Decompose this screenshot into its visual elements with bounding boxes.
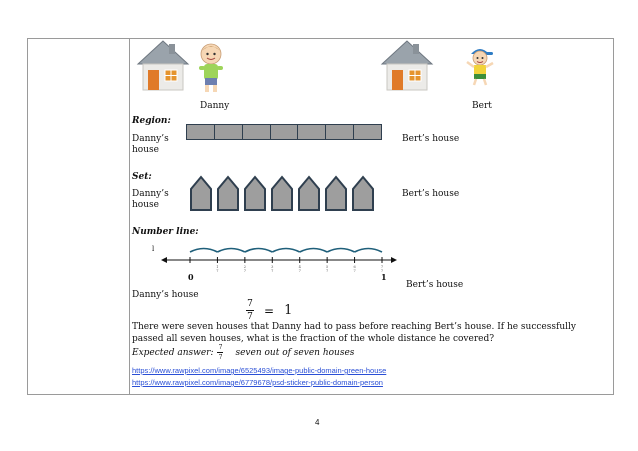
region-cell — [298, 125, 326, 139]
number-line-fraction-numerator: 7 — [380, 265, 384, 269]
number-line-danny-house-label: Danny’s house — [132, 290, 199, 300]
region-heading: Region: — [132, 116, 171, 126]
number-line-fraction-label — [299, 265, 302, 273]
region-cell — [215, 125, 243, 139]
equation-numerator: 7 — [247, 299, 253, 309]
page-number: 4 — [315, 418, 320, 427]
set-danny-house-label: Danny’s house — [132, 189, 169, 210]
number-line-fraction-denominator: 7 — [271, 269, 274, 273]
question-line-1: There were seven houses that Danny had to pass before reaching Bert’s house. If he successfully — [132, 322, 576, 332]
number-line-fraction-label — [326, 265, 328, 273]
equation-equals: = — [264, 303, 275, 318]
number-line-fraction-numerator: 1 — [216, 265, 219, 269]
number-line-fraction-numerator: 4 — [298, 265, 301, 269]
expected-answer — [132, 344, 354, 361]
danny-figure-icon — [196, 42, 226, 94]
number-line-fraction-denominator: 7 — [243, 269, 246, 273]
fraction-bar — [246, 310, 254, 311]
region-danny-house-label: Danny’s house — [132, 134, 169, 155]
set-houses — [186, 174, 382, 212]
region-bar — [186, 124, 382, 140]
house-icon-right — [380, 38, 434, 94]
number-line-hop-arc — [190, 249, 217, 253]
equation-denominator: 7 — [247, 312, 253, 322]
number-line-fraction-label — [244, 265, 246, 273]
number-line — [160, 244, 400, 274]
number-line-hop-arc — [272, 249, 299, 253]
set-house-shape — [191, 177, 211, 210]
equation-result: 1 — [284, 303, 293, 318]
set-house-shape — [299, 177, 319, 210]
number-line-fraction-numerator: 3 — [271, 265, 274, 269]
number-line-fraction-label — [353, 265, 355, 273]
expected-answer-text: seven out of seven houses — [235, 347, 355, 358]
number-line-fraction-denominator: 7 — [216, 269, 219, 273]
set-bert-house-label: Bert’s house — [402, 189, 460, 199]
number-line-fraction-numerator: 2 — [243, 265, 246, 269]
equation-fraction — [246, 299, 254, 322]
number-line-fraction-numerator: 6 — [353, 265, 356, 269]
expected-numerator: 7 — [218, 344, 223, 351]
region-cell — [243, 125, 271, 139]
expected-answer-label: Expected answer: — [132, 347, 214, 358]
number-line-hop-arc — [300, 249, 327, 253]
number-line-hop-arc — [217, 249, 244, 253]
number-line-hop-arc — [327, 249, 354, 253]
source-link-person[interactable]: https://www.rawpixel.com/image/6779678/psd-sticker-public-domain-person — [132, 378, 383, 387]
number-line-fraction-label — [271, 265, 273, 273]
region-cell — [326, 125, 354, 139]
expected-answer-fraction — [217, 344, 223, 361]
number-line-bert-house-label: Bert’s house — [406, 280, 464, 290]
bert-figure-icon — [464, 44, 496, 86]
set-heading: Set: — [132, 172, 152, 182]
number-line-zero-label: 0 — [188, 272, 194, 282]
number-line-fraction-denominator: 7 — [353, 269, 356, 273]
bert-caption: Bert — [472, 101, 492, 111]
set-house-shape — [245, 177, 265, 210]
region-bert-house-label: Bert’s house — [402, 134, 460, 144]
number-line-heading: Number line: — [132, 227, 199, 237]
set-house-shape — [272, 177, 292, 210]
expected-denominator: 7 — [218, 354, 223, 361]
source-link-house[interactable]: https://www.rawpixel.com/image/6525493/image-public-domain-green-house — [132, 366, 387, 375]
house-icon-left — [136, 38, 190, 94]
number-line-top-mark: l — [152, 245, 155, 253]
number-line-fraction-label — [216, 265, 218, 273]
question-line-2: passed all seven houses, what is the fraction of the whole distance he covered? — [132, 334, 495, 344]
equation — [246, 299, 292, 322]
set-house-shape — [353, 177, 373, 210]
fraction-bar — [217, 352, 223, 353]
table-column-divider — [129, 38, 130, 395]
number-line-one-label: 1 — [381, 272, 387, 282]
number-line-fraction-denominator: 7 — [380, 269, 384, 273]
set-house-shape — [218, 177, 238, 210]
region-cell — [354, 125, 381, 139]
danny-caption: Danny — [200, 101, 230, 111]
number-line-hop-arc — [355, 249, 382, 253]
number-line-fraction-denominator: 7 — [298, 269, 301, 273]
number-line-fraction-denominator: 7 — [326, 269, 329, 273]
number-line-fraction-numerator: 5 — [326, 265, 329, 269]
region-cell — [187, 125, 215, 139]
region-cell — [271, 125, 299, 139]
set-house-shape — [326, 177, 346, 210]
number-line-hop-arc — [245, 249, 272, 253]
